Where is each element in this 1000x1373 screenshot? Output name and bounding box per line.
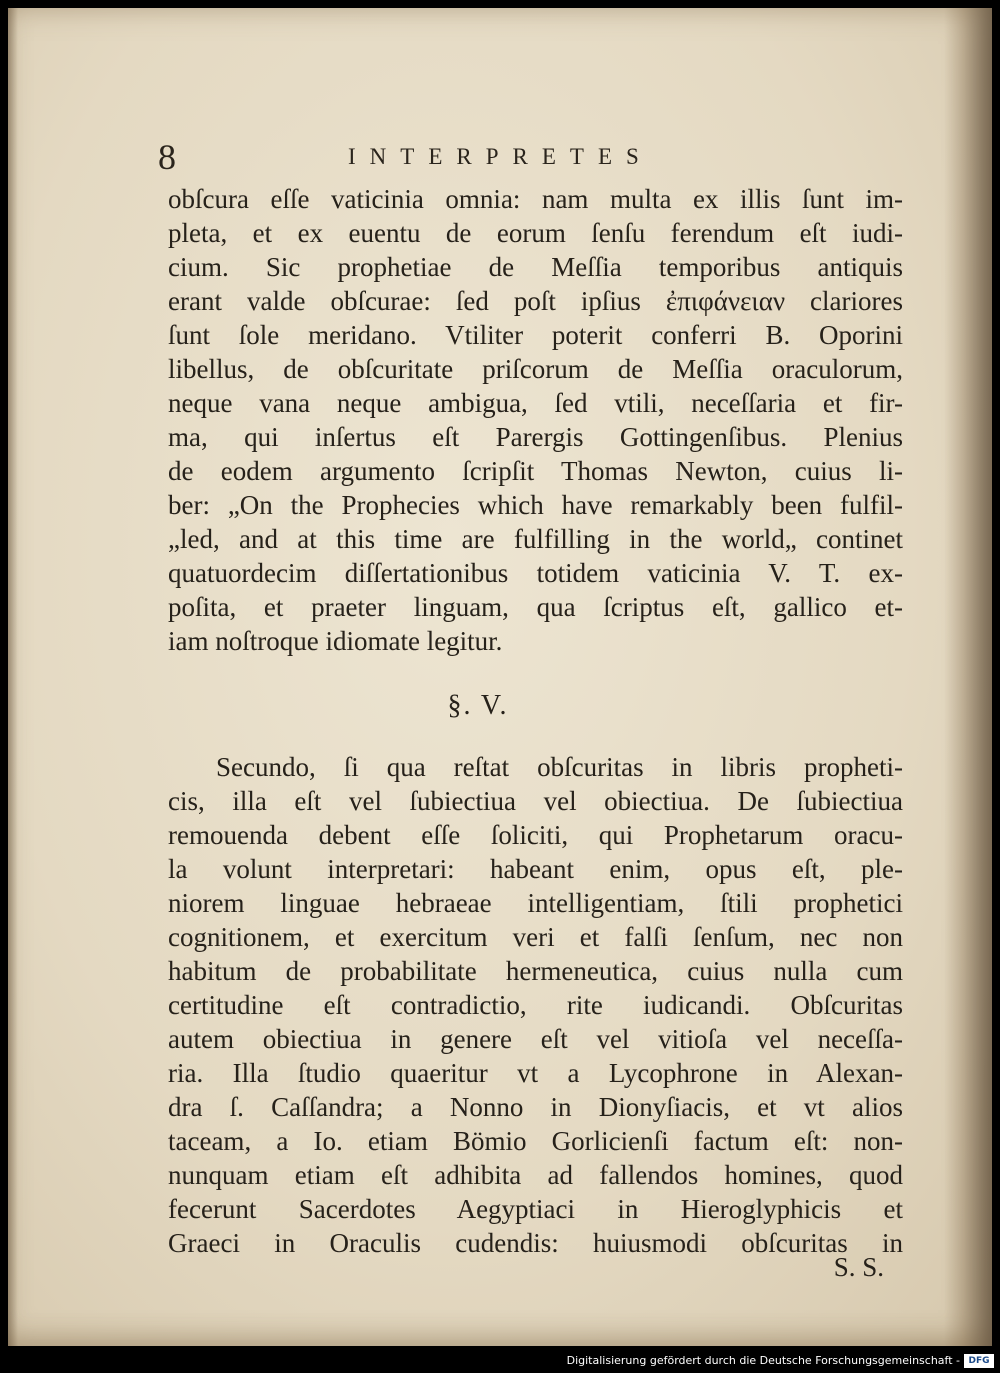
page-edge-shadow <box>944 8 992 1346</box>
text-line: ber: „On the Prophecies which have remarkably been fulfil- <box>168 490 903 520</box>
text-line: cis, illa eſt vel ſubiectiua vel obiectiua. De ſubiectiua <box>168 786 903 816</box>
text-line: pleta, et ex euentu de eorum ſenſu ferendum eſt iudi- <box>168 218 903 248</box>
text-line: poſita, et praeter linguam, qua ſcriptus eſt, gallico et- <box>168 592 903 622</box>
text-line: ria. Illa ſtudio quaeritur vt a Lycophrone in Alexan- <box>168 1058 903 1088</box>
paragraph-2 <box>168 750 903 1260</box>
catchword: S. S. <box>833 1252 884 1282</box>
page-gutter-shadow <box>8 8 18 1346</box>
text-line: iam noſtroque idiomate legitur. <box>168 626 503 656</box>
text-line: niorem linguae hebraeae intelligentiam, ſtili prophetici <box>168 888 903 918</box>
text-line: ma, qui inſertus eſt Parergis Gottingenſibus. Plenius <box>168 422 903 452</box>
text-line: ſunt ſole meridano. Vtiliter poterit conferri B. Oporini <box>168 320 903 350</box>
text-line: cium. Sic prophetiae de Meſſia temporibus antiquis <box>168 252 903 282</box>
text-line: neque vana neque ambigua, ſed vtili, neceſſaria et fir- <box>168 388 903 418</box>
text-line: de eodem argumento ſcripſit Thomas Newton, cuius li- <box>168 456 903 486</box>
section-heading: §. V. <box>447 690 509 721</box>
text-line: nunquam etiam eſt adhibita ad fallendos homines, quod <box>168 1160 903 1190</box>
page-header <box>158 136 898 184</box>
text-line: dra ſ. Caſſandra; a Nonno in Dionyſiacis, et vt alios <box>168 1092 903 1122</box>
text-line: remouenda debent eſſe ſoliciti, qui Prophetarum oracu- <box>168 820 903 850</box>
footer-bar <box>0 1346 1000 1373</box>
text-line: obſcura eſſe vaticinia omnia: nam multa ex illis ſunt im- <box>168 184 903 214</box>
text-line: „led, and at this time are fulfilling in the world„ continet <box>168 524 903 554</box>
text-line: quatuordecim diſſertationibus totidem vaticinia V. T. ex- <box>168 558 903 588</box>
text-line: cognitionem, et exercitum veri et falſi ſenſum, nec non <box>168 922 903 952</box>
text-line: Secundo, ſi qua reſtat obſcuritas in libris propheti- <box>216 752 903 782</box>
text-line: fecerunt Sacerdotes Aegyptiaci in Hieroglyphicis et <box>168 1194 903 1224</box>
dfg-logo: DFG <box>964 1354 994 1368</box>
page-number: 8 <box>158 137 176 177</box>
text-line: certitudine eſt contradictio, rite iudicandi. Obſcuritas <box>168 990 903 1020</box>
text-line: erant valde obſcurae: ſed poſt ipſius ἐπιφάνειαν clariores <box>168 286 903 316</box>
footer-credit: Digitalisierung gefördert durch die Deutsche Forschungsgemeinschaft - <box>566 1354 960 1367</box>
text-line: libellus, de obſcuritate priſcorum de Meſſia oraculorum, <box>168 354 903 384</box>
text-line: habitum de probabilitate hermeneutica, cuius nulla cum <box>168 956 903 986</box>
text-line: autem obiectiua in genere eſt vel vitioſa vel neceſſa- <box>168 1024 903 1054</box>
text-line: la volunt interpretari: habeant enim, opus eſt, ple- <box>168 854 903 884</box>
paragraph-1 <box>168 182 903 658</box>
text-line: taceam, a Io. etiam Bömio Gorlicienſi factum eſt: non- <box>168 1126 903 1156</box>
running-title: INTERPRETES <box>348 144 653 169</box>
book-page <box>8 8 992 1346</box>
text-line: Graeci in Oraculis cudendis: huiusmodi obſcuritas in <box>168 1228 903 1258</box>
